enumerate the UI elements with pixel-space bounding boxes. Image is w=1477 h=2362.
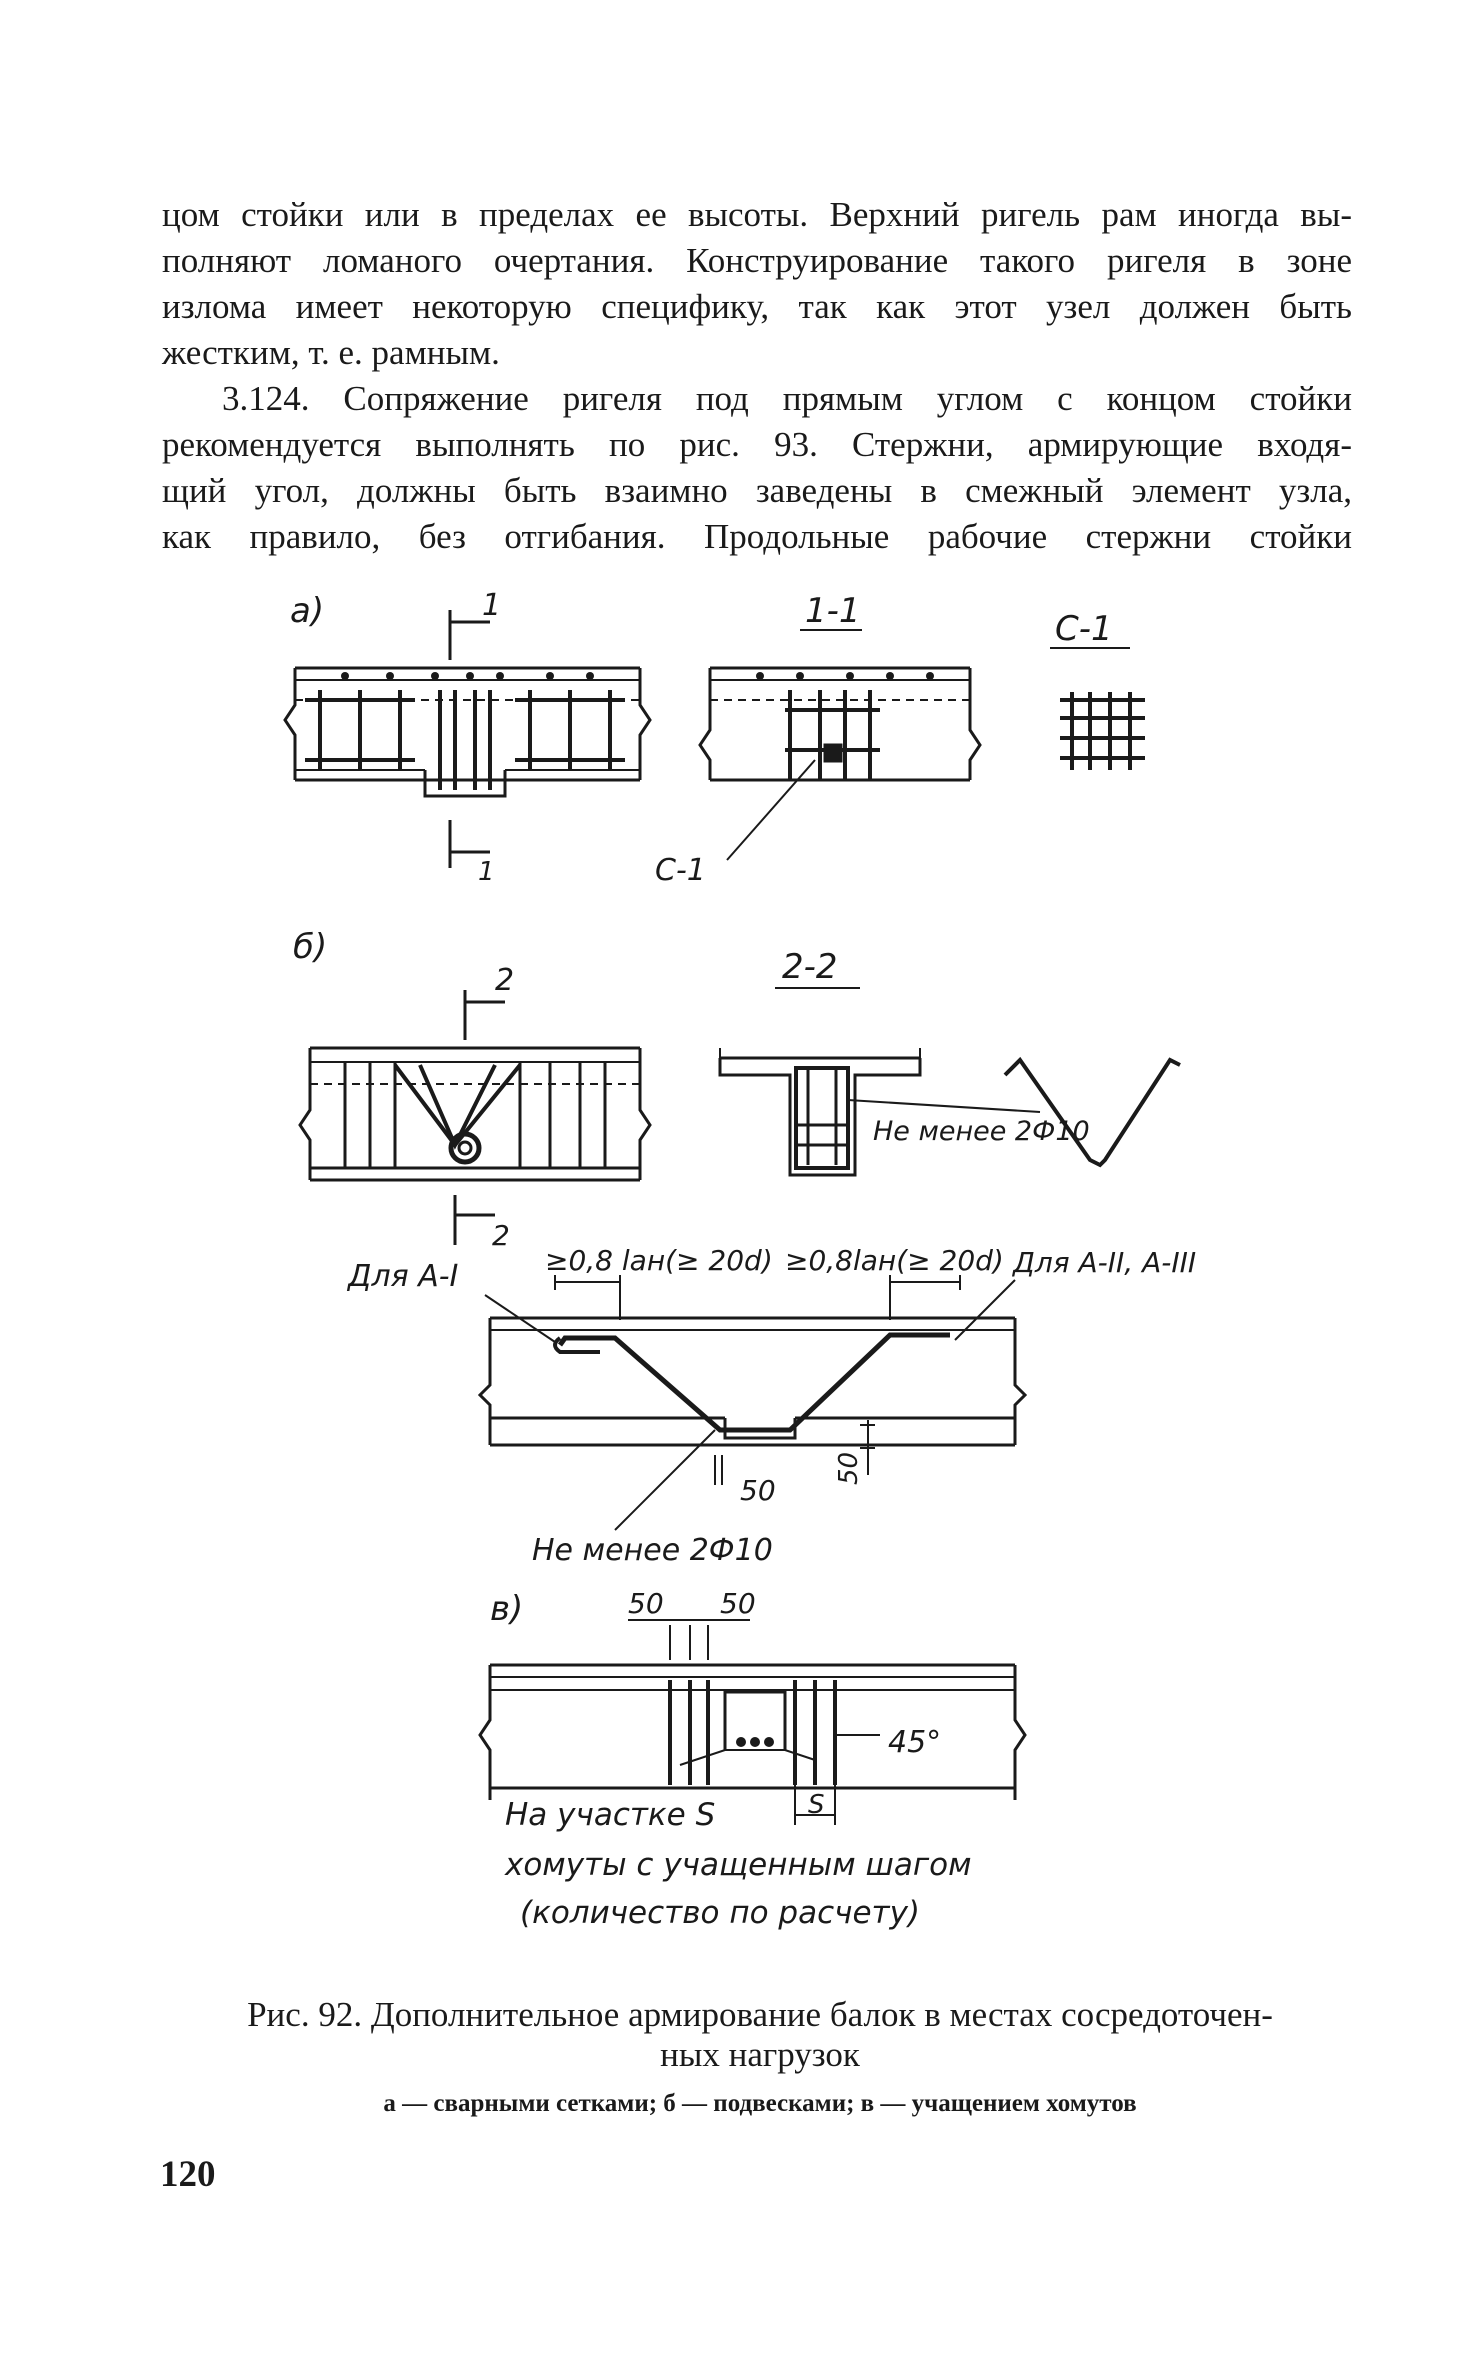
svg-text:2: 2	[492, 1219, 510, 1252]
text-line: излома имеет некоторую специфику, так как этот узел должен быть	[162, 287, 1352, 326]
section-1-1	[700, 668, 980, 780]
text-line: рекомендуется выполнять по рис. 93. Стержни, армирующие входя-	[162, 425, 1352, 464]
beam-elevation-a	[285, 668, 650, 796]
text-line: цом стойки или в пределах ее высоты. Верхний ригель рам иногда вы-	[162, 195, 1352, 234]
note-line-3: (количество по расчету)	[520, 1895, 921, 1931]
section-mark-1-top	[450, 588, 501, 660]
anchor-left-label: ≥0,8 lан(≥ 20d)	[545, 1244, 773, 1277]
caption-line-1: Рис. 92. Дополнительное армирование балок в местах сосредоточен-	[247, 1995, 1273, 2034]
part-b-label: б)	[293, 927, 328, 967]
section-2-2	[720, 1048, 1040, 1175]
mesh-c1-title: С-1	[1055, 609, 1113, 649]
mesh-callout: С-1	[655, 853, 706, 888]
for-a23-label: Для А-II, А-III	[1013, 1246, 1197, 1279]
part-c	[480, 1587, 1025, 1931]
section-mark-2-bottom	[455, 1195, 510, 1252]
page-number: 120	[160, 2154, 216, 2195]
angle-45-label: 45°	[888, 1725, 942, 1760]
text-line: щий угол, должны быть взаимно заведены в смежный элемент узла,	[162, 471, 1352, 510]
text-line: как правило, без отгибания. Продольные рабочие стержни стойки	[162, 517, 1352, 556]
part-b	[293, 927, 1196, 1568]
dim-50-vertical: 50	[834, 1451, 864, 1485]
figure-caption	[160, 1995, 1360, 2075]
section-2-2-title: 2-2	[782, 947, 838, 987]
hanger-bar	[1005, 1060, 1180, 1165]
note-line-1: На участке S	[505, 1797, 716, 1833]
dim-50-horizontal: 50	[740, 1474, 776, 1507]
part-a	[285, 588, 1145, 888]
part-a-label: а)	[290, 591, 325, 631]
stirrup-beam	[480, 1620, 1025, 1825]
text-line: жестким, т. е. рамным.	[162, 333, 500, 372]
svg-text:2: 2	[495, 963, 515, 998]
section-mark-2-top	[465, 963, 514, 1040]
min-bars-label: Не менее 2Ф10	[873, 1116, 1090, 1147]
part-c-label: в)	[490, 1589, 524, 1629]
for-a1-label: Для А-I	[348, 1259, 459, 1294]
reinforcement-figure	[0, 560, 1477, 1980]
s-dimension-label: S	[808, 1790, 825, 1820]
svg-text:1: 1	[482, 588, 502, 623]
dim-50-left: 50	[628, 1587, 664, 1620]
paragraph-3-124	[162, 376, 1352, 560]
caption-line-2: ных нагрузок	[660, 2035, 860, 2074]
min-bars-bottom-label: Не менее 2Ф10	[532, 1533, 773, 1568]
beam-elevation-b	[300, 1048, 650, 1180]
mesh-c1	[1060, 692, 1145, 770]
note-line-2: хомуты с учащенным шагом	[505, 1847, 972, 1883]
section-1-1-title: 1-1	[805, 591, 861, 631]
section-mark-1-bottom	[450, 820, 495, 887]
svg-text:1: 1	[478, 857, 495, 887]
dim-50-right: 50	[720, 1587, 756, 1620]
anchor-right-label: ≥0,8lан(≥ 20d)	[785, 1244, 1004, 1277]
text-line: полняют ломаного очертания. Конструирование такого ригеля в зоне	[162, 241, 1352, 280]
text-line: 3.124. Сопряжение ригеля под прямым углом с концом стойки	[222, 379, 1352, 418]
paragraph-continuation	[162, 192, 1352, 376]
figure-legend: а — сварными сетками; б — подвесками; в — учащением хомутов	[383, 2090, 1137, 2117]
